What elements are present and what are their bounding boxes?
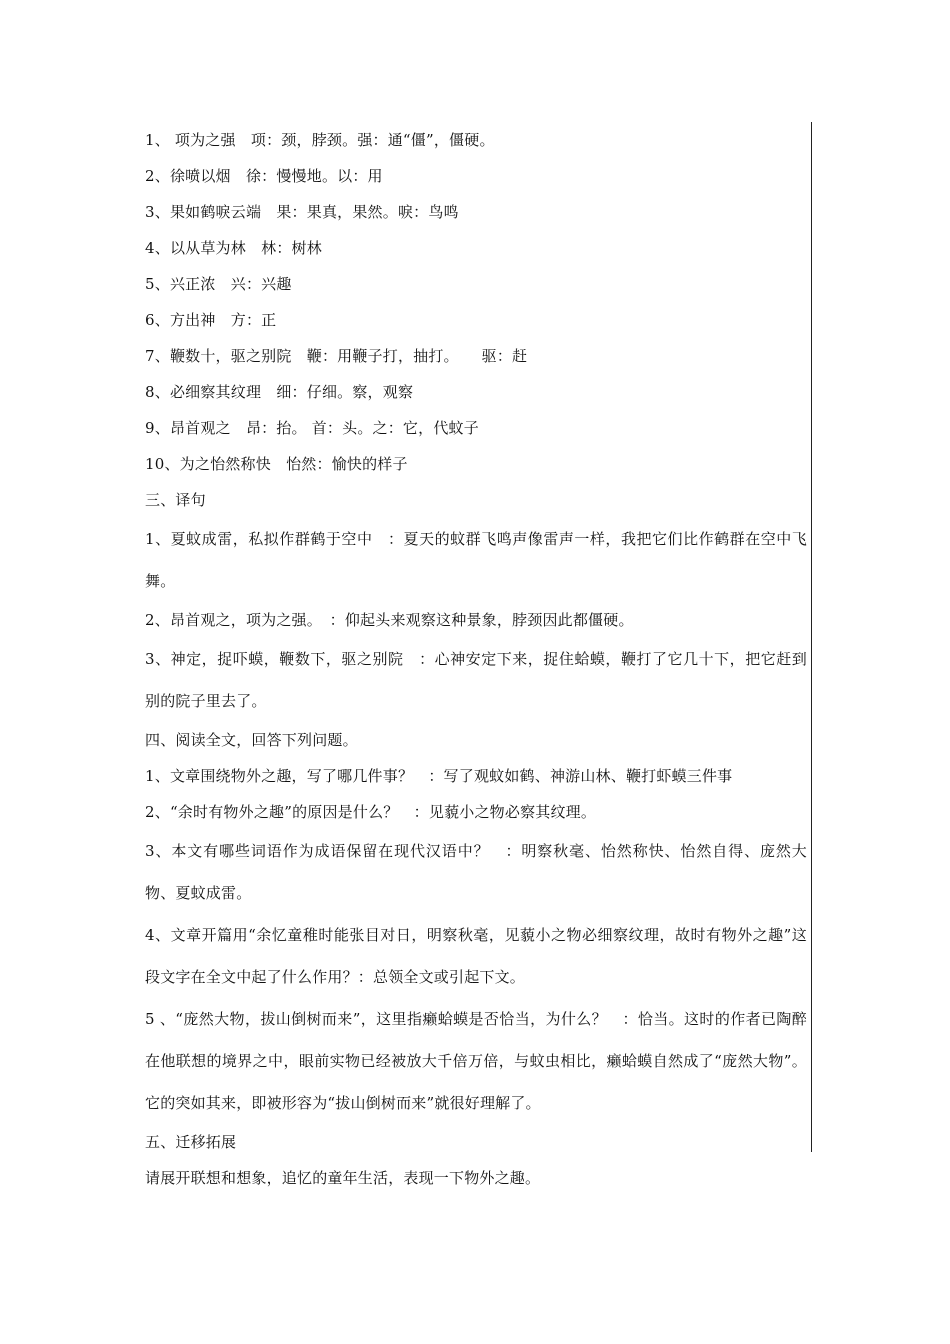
question-item: 2、“余时有物外之趣”的原因是什么？ ：见藐小之物必察其纹理。 (145, 803, 597, 821)
vocab-item: 5、兴正浓 兴：兴趣 (145, 275, 292, 293)
vocab-item: 7、鞭数十，驱之别院 鞭：用鞭子打，抽打。 驱：赶 (145, 347, 528, 365)
section-heading-questions: 四、阅读全文，回答下列问题。 (145, 731, 358, 749)
translate-item: 1、夏蚊成雷，私拟作群鹤于空中 ：夏天的蚊群飞鸣声像雷声一样，我把它们比作鹤群在空中飞舞。 (145, 530, 807, 590)
document-body (145, 122, 807, 1196)
vocab-item: 3、果如鹤唳云端 果：果真，果然。唳：鸟鸣 (145, 203, 459, 221)
extension-text: 请展开联想和想象，追忆的童年生活，表现一下物外之趣。 (145, 1169, 541, 1187)
translate-item: 3、神定，捉吓蟆，鞭数下，驱之别院 ：心神安定下来，捉住蛤蟆，鞭打了它几十下，把它赶到别的院子里去了。 (145, 650, 807, 710)
vocab-item: 9、昂首观之 昂：抬。 首：头。之：它，代蚊子 (145, 419, 479, 437)
margin-rule (811, 122, 812, 1152)
question-item: 1、文章围绕物外之趣，写了哪几件事？ ：写了观蚊如鹤、神游山林、鞭打虾蟆三件事 (145, 767, 733, 785)
question-item: 4、文章开篇用“余忆童稚时能张目对日，明察秋毫，见藐小之物必细察纹理，故时有物外之趣”这段文字在全文中起了什么作用？：总领全文或引起下文。 (145, 926, 807, 986)
vocab-item: 2、徐喷以烟 徐：慢慢地。以：用 (145, 167, 383, 185)
section-heading-translate: 三、译句 (145, 491, 206, 509)
vocab-item: 10、为之怡然称快 怡然：愉快的样子 (145, 455, 408, 473)
section-heading-extension: 五、迁移拓展 (145, 1133, 237, 1151)
question-item: 5 、“庞然大物，拔山倒树而来”，这里指癞蛤蟆是否恰当，为什么？ ：恰当。这时的作者已陶醉在他联想的境界之中，眼前实物已经被放大千倍万倍，与蚊虫相比，癞蛤蟆自然成了“庞然大物”。它的突如其来，即被形容为“拔山倒树而来”就很好理解了。 (145, 1010, 807, 1112)
vocab-item: 4、以从草为林 林：树林 (145, 239, 322, 257)
vocab-item: 1、 项为之强 项：颈，脖颈。强：通“僵”，僵硬。 (145, 131, 495, 149)
question-item: 3、本文有哪些词语作为成语保留在现代汉语中？ ：明察秋毫、怡然称快、怡然自得、庞然大物、夏蚊成雷。 (145, 842, 807, 902)
translate-item: 2、昂首观之，项为之强。 ：仰起头来观察这种景象，脖颈因此都僵硬。 (145, 611, 634, 629)
vocab-item: 8、必细察其纹理 细：仔细。察，观察 (145, 383, 414, 401)
vocab-item: 6、方出神 方：正 (145, 311, 277, 329)
